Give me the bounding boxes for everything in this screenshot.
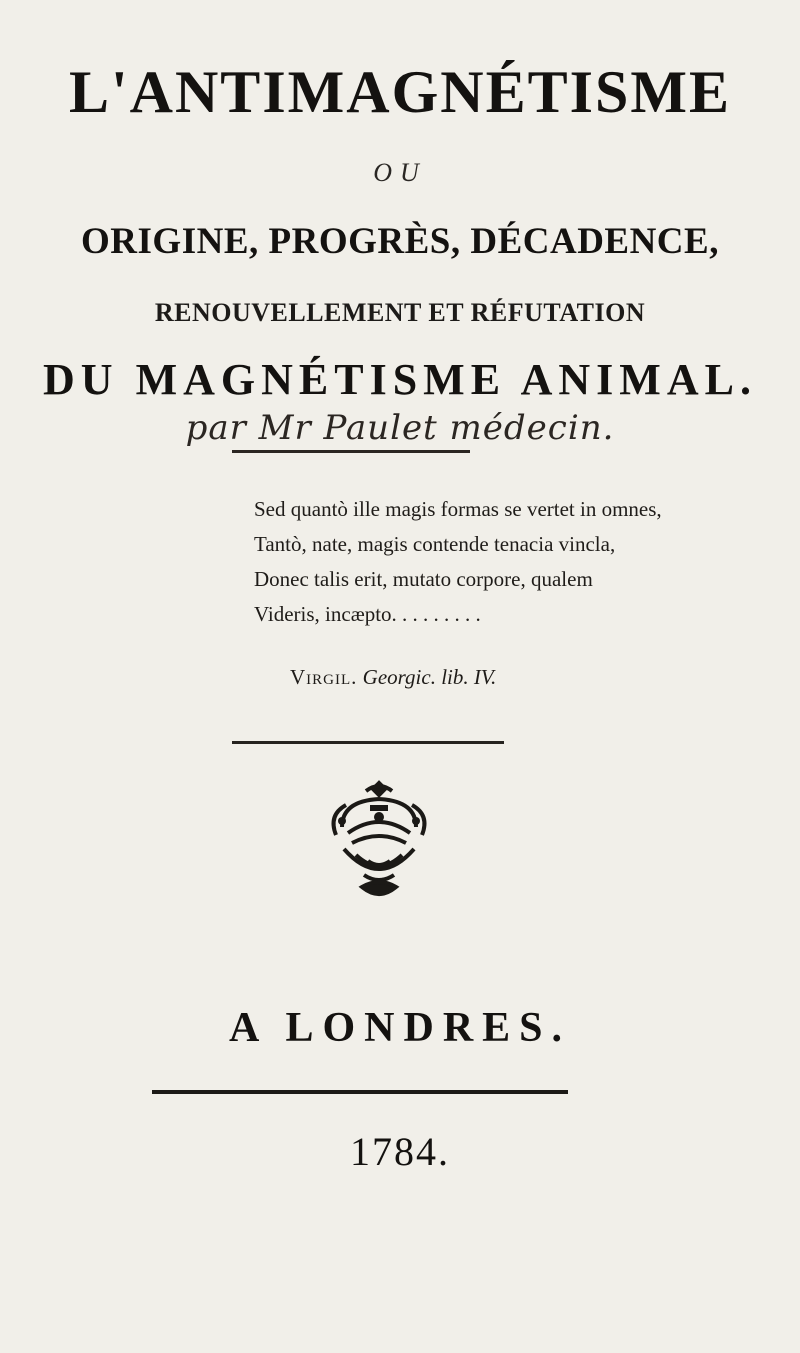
book-title: L'ANTIMAGNÉTISME bbox=[68, 59, 732, 125]
subtitle-line-1: ORIGINE, PROGRÈS, DÉCADENCE, bbox=[81, 221, 719, 262]
subtitle-line-2: RENOUVELLEMENT ET RÉFUTATION bbox=[154, 298, 646, 327]
handwritten-underline bbox=[232, 450, 470, 453]
epigraph-line: Donec talis erit, mutato corpore, qualem bbox=[254, 567, 593, 591]
attribution-work: Georgic. lib. IV. bbox=[362, 665, 497, 689]
subtitle-line-3: DU MAGNÉTISME ANIMAL. bbox=[43, 355, 757, 404]
epigraph-attribution bbox=[290, 665, 496, 690]
divider-rule bbox=[232, 741, 504, 744]
handwritten-attribution: par Mr Paulet médecin. bbox=[185, 408, 615, 448]
epigraph-line: Videris, incæpto. . . . . . . . . bbox=[254, 602, 481, 626]
conjunction: OU bbox=[373, 158, 427, 187]
printers-ornament-icon bbox=[322, 775, 436, 905]
epigraph-line: Tantò, nate, magis contende tenacia vincla, bbox=[254, 532, 616, 556]
epigraph-line: Sed quantò ille magis formas se vertet in omnes, bbox=[254, 497, 662, 521]
imprint-year: 1784. bbox=[350, 1129, 450, 1174]
epigraph bbox=[254, 492, 694, 632]
imprint-place: A LONDRES. bbox=[228, 1005, 572, 1051]
attribution-author: Virgil. bbox=[290, 665, 358, 689]
imprint-rule bbox=[152, 1090, 568, 1094]
